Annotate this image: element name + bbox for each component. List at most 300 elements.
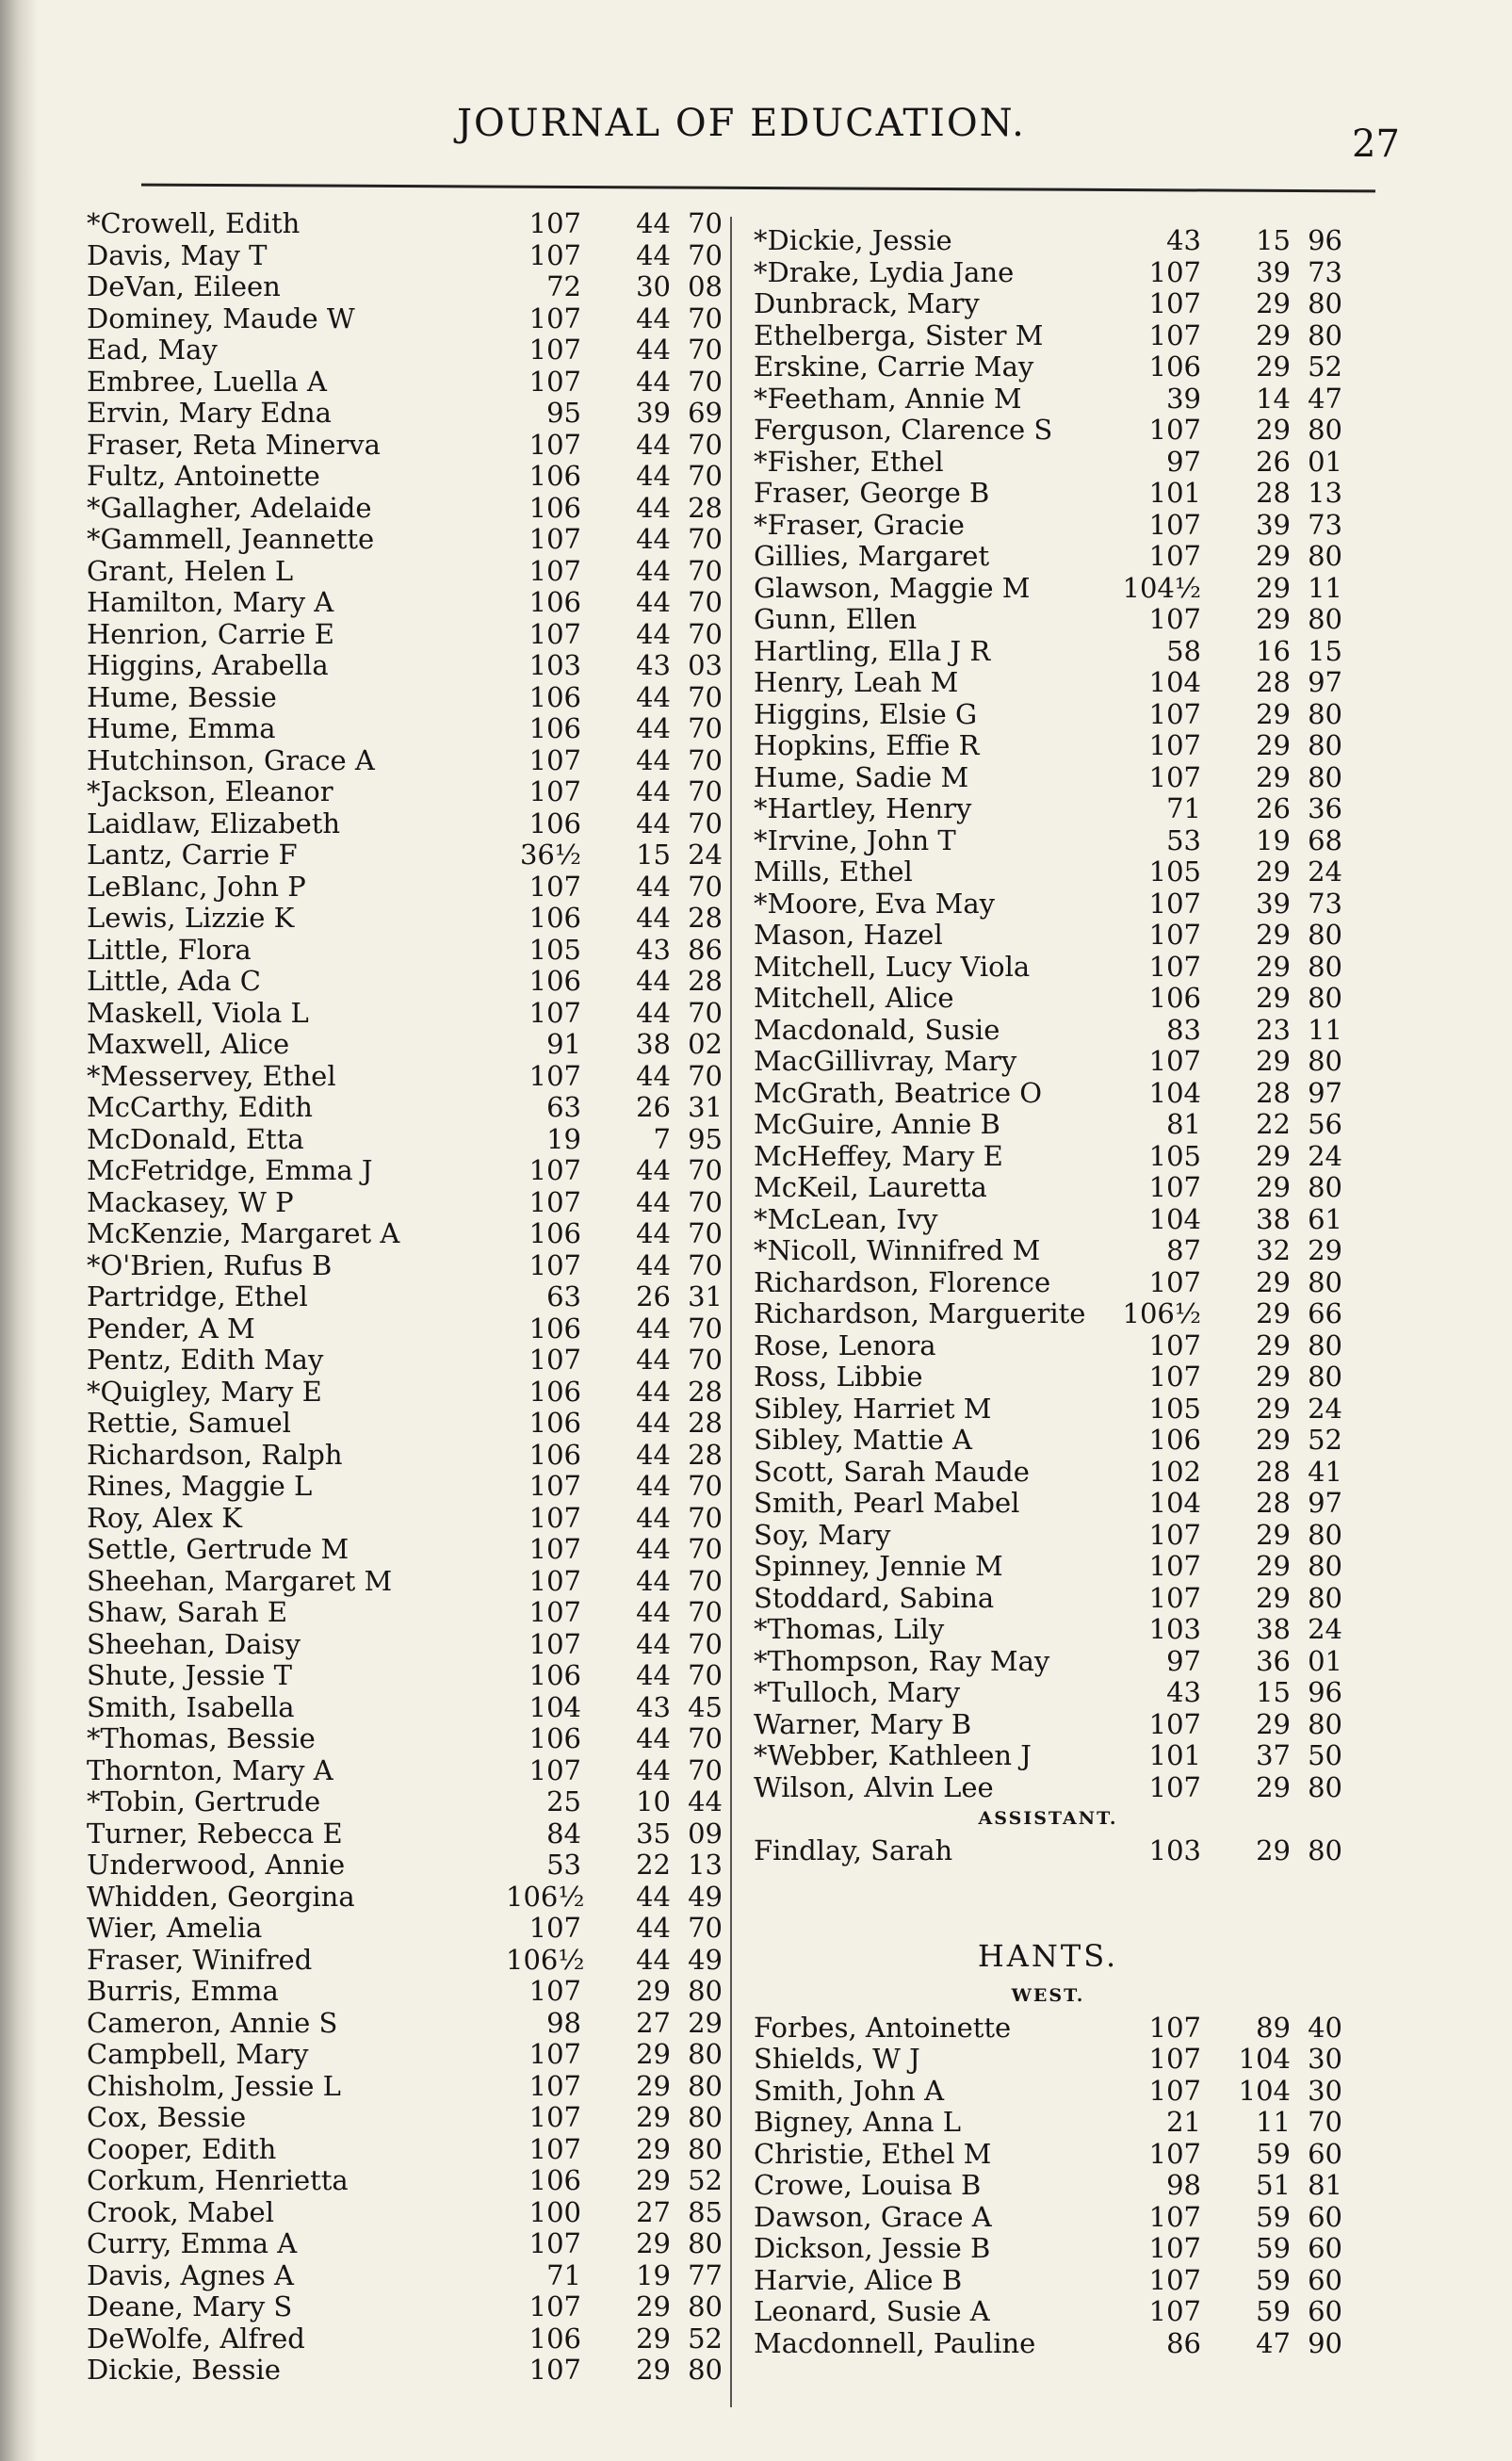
entry-cents: 66 — [1308, 1297, 1342, 1329]
entry-days: 53 — [546, 1849, 581, 1881]
entry-cents: 80 — [1308, 1518, 1342, 1551]
entry-cents: 70 — [688, 1059, 723, 1092]
entry-amount: 44 — [636, 1470, 671, 1502]
entry-cents: 60 — [1308, 2263, 1342, 2296]
entry-days: 53 — [1166, 823, 1201, 856]
entry-cents: 30 — [1308, 2074, 1342, 2107]
entry-cents: 97 — [1308, 666, 1342, 698]
table-row — [754, 951, 1342, 983]
entry-name: Partridge, Ethel — [87, 1280, 308, 1312]
entry-days: 107 — [1148, 255, 1201, 288]
entry-cents: 80 — [688, 1975, 723, 2007]
entry-cents: 80 — [1308, 414, 1342, 446]
entry-cents: 70 — [688, 1501, 723, 1534]
entry-name: Spinney, Jennie M — [754, 1550, 1003, 1582]
entry-cents: 40 — [1308, 2011, 1342, 2044]
table-row — [754, 509, 1342, 541]
entry-amount: 28 — [1256, 477, 1291, 509]
entry-days: 107 — [1148, 414, 1201, 446]
entry-cents: 95 — [688, 1122, 723, 1155]
entry-name: Smith, Isabella — [87, 1690, 295, 1723]
entry-amount: 59 — [1256, 2295, 1291, 2327]
entry-cents: 80 — [688, 2290, 723, 2322]
entry-days: 107 — [528, 554, 581, 587]
entry-cents: 52 — [1308, 1424, 1342, 1456]
page-number: 27 — [1352, 122, 1400, 166]
table-row — [754, 540, 1342, 572]
entry-name: Rose, Lenora — [754, 1328, 936, 1361]
entry-name: *Nicoll, Winnifred M — [754, 1234, 1041, 1266]
entry-name: Higgins, Elsie G — [754, 697, 978, 730]
entry-cents: 80 — [1308, 1328, 1342, 1361]
entry-name: Fultz, Antoinette — [87, 460, 320, 492]
entry-name: Crowe, Louisa B — [754, 2169, 982, 2201]
entry-amount: 35 — [636, 1817, 671, 1850]
entry-name: Wier, Amelia — [87, 1912, 263, 1944]
table-row — [87, 1533, 723, 1565]
entry-name: Gunn, Ellen — [754, 603, 918, 635]
table-row — [87, 2070, 723, 2102]
entry-name: Ferguson, Clarence S — [754, 414, 1053, 446]
table-row — [87, 1249, 723, 1281]
entry-amount: 28 — [1256, 1487, 1291, 1519]
entry-cents: 70 — [688, 207, 723, 239]
entry-cents: 70 — [688, 523, 723, 555]
entry-cents: 80 — [1308, 1171, 1342, 1203]
entry-name: McKeil, Lauretta — [754, 1171, 987, 1203]
table-row — [87, 2227, 723, 2259]
left-column-list — [87, 207, 723, 2386]
table-row — [87, 1060, 723, 1092]
entry-days: 95 — [546, 397, 581, 429]
table-row — [754, 2232, 1342, 2264]
entry-name: Lewis, Lizzie K — [87, 902, 295, 934]
entry-days: 106 — [528, 1217, 581, 1249]
entry-days: 107 — [528, 207, 581, 239]
entry-name: *Fraser, Gracie — [754, 508, 965, 541]
entry-days: 107 — [1148, 1328, 1201, 1361]
entry-amount: 39 — [1256, 887, 1291, 920]
table-row — [754, 1771, 1342, 1803]
entry-name: McCarthy, Edith — [87, 1091, 313, 1123]
entry-amount: 44 — [636, 775, 671, 807]
table-row — [87, 839, 723, 871]
entry-name: Cameron, Annie S — [87, 2006, 338, 2039]
entry-cents: 86 — [688, 933, 723, 966]
entry-days: 63 — [546, 1280, 581, 1312]
table-row — [754, 1171, 1342, 1203]
entry-days: 107 — [1148, 540, 1201, 572]
entry-days: 103 — [1148, 1834, 1201, 1866]
table-row — [754, 1077, 1342, 1109]
table-row — [87, 2133, 723, 2165]
entry-name: *Tobin, Gertrude — [87, 1785, 321, 1817]
entry-amount: 29 — [1256, 287, 1291, 319]
entry-days: 104½ — [1122, 571, 1201, 604]
entry-days: 107 — [528, 1154, 581, 1186]
entry-cents: 96 — [1308, 224, 1342, 256]
entry-days: 107 — [528, 1912, 581, 1944]
entry-days: 103 — [1148, 1613, 1201, 1645]
entry-amount: 29 — [1256, 919, 1291, 951]
entry-amount: 44 — [636, 1407, 671, 1439]
entry-name: Underwood, Annie — [87, 1849, 346, 1881]
entry-cents: 52 — [688, 2322, 723, 2355]
entry-amount: 39 — [1256, 255, 1291, 288]
entry-days: 106 — [528, 712, 581, 744]
entry-amount: 29 — [1256, 729, 1291, 761]
entry-days: 106 — [1148, 982, 1201, 1014]
entry-amount: 29 — [1256, 571, 1291, 604]
table-row — [87, 1754, 723, 1786]
table-row — [754, 603, 1342, 635]
entry-name: Rettie, Samuel — [87, 1407, 291, 1439]
entry-cents: 61 — [1308, 1202, 1342, 1235]
entry-cents: 70 — [688, 1312, 723, 1345]
entry-amount: 22 — [636, 1849, 671, 1881]
table-row — [754, 1834, 1342, 1866]
entry-days: 71 — [546, 2258, 581, 2291]
entry-amount: 44 — [636, 302, 671, 334]
entry-name: Erskine, Carrie May — [754, 350, 1034, 383]
table-row — [754, 1393, 1342, 1425]
table-row — [87, 1280, 723, 1312]
table-row — [754, 1329, 1342, 1361]
entry-cents: 70 — [688, 428, 723, 461]
entry-amount: 29 — [636, 1975, 671, 2007]
entry-days: 21 — [1166, 2106, 1201, 2138]
entry-name: Roy, Alex K — [87, 1501, 242, 1534]
entry-name: *McLean, Ivy — [754, 1202, 938, 1235]
entry-days: 107 — [1148, 887, 1201, 920]
entry-amount: 28 — [1256, 1455, 1291, 1488]
entry-amount: 16 — [1256, 634, 1291, 667]
entry-amount: 44 — [636, 1722, 671, 1754]
table-row — [87, 2164, 723, 2196]
entry-cents: 80 — [1308, 1834, 1342, 1866]
table-row — [87, 429, 723, 461]
entry-amount: 37 — [1256, 1739, 1291, 1771]
entry-amount: 29 — [1256, 982, 1291, 1014]
entry-amount: 44 — [636, 712, 671, 744]
entry-days: 107 — [528, 617, 581, 650]
entry-cents: 96 — [1308, 1676, 1342, 1708]
table-row — [87, 523, 723, 555]
entry-days: 107 — [528, 870, 581, 903]
entry-cents: 70 — [688, 1248, 723, 1281]
entry-days: 107 — [528, 334, 581, 366]
entry-amount: 39 — [636, 397, 671, 429]
entry-days: 107 — [528, 996, 581, 1029]
entry-amount: 32 — [1256, 1234, 1291, 1266]
entry-cents: 49 — [688, 1880, 723, 1913]
table-row — [87, 1944, 723, 1976]
entry-amount: 43 — [636, 649, 671, 681]
entry-cents: 70 — [688, 1564, 723, 1597]
table-row — [754, 824, 1342, 856]
entry-cents: 70 — [688, 1912, 723, 1944]
assistant-list — [754, 1834, 1342, 1866]
entry-days: 107 — [528, 1501, 581, 1534]
entry-name: Dominey, Maude W — [87, 302, 355, 334]
entry-days: 107 — [528, 1627, 581, 1660]
entry-days: 107 — [528, 1470, 581, 1502]
entry-cents: 24 — [1308, 1613, 1342, 1645]
entry-amount: 44 — [636, 1501, 671, 1534]
page-title: JOURNAL OF EDUCATION. — [457, 102, 1026, 145]
table-row — [754, 2138, 1342, 2170]
entry-amount: 30 — [636, 270, 671, 302]
table-row — [87, 744, 723, 776]
entry-name: Glawson, Maggie M — [754, 571, 1031, 604]
table-row — [754, 1456, 1342, 1488]
table-row — [87, 1407, 723, 1439]
entry-amount: 29 — [1256, 1550, 1291, 1582]
entry-amount: 29 — [1256, 1171, 1291, 1203]
entry-name: LeBlanc, John P — [87, 870, 306, 903]
entry-amount: 29 — [1256, 414, 1291, 446]
entry-days: 25 — [546, 1785, 581, 1817]
table-row — [87, 1659, 723, 1691]
entry-cents: 52 — [1308, 350, 1342, 383]
entry-days: 107 — [1148, 2232, 1201, 2264]
entry-name: Forbes, Antoinette — [754, 2011, 1012, 2044]
entry-cents: 28 — [688, 1438, 723, 1471]
entry-name: Mills, Ethel — [754, 856, 913, 888]
entry-cents: 70 — [688, 554, 723, 587]
entry-days: 107 — [528, 523, 581, 555]
entry-days: 107 — [528, 365, 581, 398]
entry-days: 107 — [528, 1185, 581, 1218]
entry-amount: 44 — [636, 1943, 671, 1976]
entry-cents: 36 — [1308, 792, 1342, 824]
entry-name: Pentz, Edith May — [87, 1344, 324, 1376]
entry-cents: 70 — [688, 1344, 723, 1376]
entry-cents: 11 — [1308, 1013, 1342, 1046]
entry-name: Little, Flora — [87, 933, 252, 966]
entry-days: 106 — [528, 1722, 581, 1754]
entry-cents: 80 — [688, 2132, 723, 2165]
entry-amount: 27 — [636, 2006, 671, 2039]
entry-name: Rines, Maggie L — [87, 1470, 313, 1502]
table-row — [87, 1596, 723, 1628]
table-row — [754, 635, 1342, 667]
table-row — [87, 366, 723, 398]
west-subheading: WEST. — [1011, 1984, 1085, 2006]
entry-cents: 80 — [1308, 1265, 1342, 1298]
table-row — [87, 334, 723, 366]
entry-amount: 89 — [1256, 2011, 1291, 2044]
table-row — [87, 1565, 723, 1597]
entry-name: Henrion, Carrie E — [87, 617, 334, 650]
entry-name: *Feetham, Annie M — [754, 382, 1022, 415]
entry-cents: 80 — [1308, 1361, 1342, 1393]
entry-name: Laidlaw, Elizabeth — [87, 807, 341, 839]
entry-amount: 44 — [636, 1248, 671, 1281]
entry-name: McGuire, Annie B — [754, 1108, 1000, 1140]
entry-name: *Thomas, Lily — [754, 1613, 945, 1645]
entry-cents: 69 — [688, 397, 723, 429]
entry-name: Mitchell, Alice — [754, 982, 954, 1014]
entry-days: 87 — [1166, 1234, 1201, 1266]
entry-amount: 44 — [636, 1059, 671, 1092]
table-row — [754, 287, 1342, 319]
entry-days: 97 — [1166, 1644, 1201, 1677]
entry-days: 106 — [528, 586, 581, 618]
entry-name: Little, Ada C — [87, 965, 261, 997]
right-column — [754, 224, 1342, 2358]
table-row — [87, 1470, 723, 1502]
entry-name: Settle, Gertrude M — [87, 1533, 350, 1565]
entry-cents: 56 — [1308, 1108, 1342, 1140]
entry-name: Crook, Mabel — [87, 2195, 274, 2228]
entry-days: 63 — [546, 1091, 581, 1123]
table-row — [87, 586, 723, 618]
table-row — [87, 397, 723, 429]
table-row — [87, 1376, 723, 1408]
entry-amount: 29 — [1256, 1424, 1291, 1456]
entry-amount: 26 — [1256, 445, 1291, 478]
entry-name: Soy, Mary — [754, 1518, 891, 1551]
entry-cents: 70 — [688, 712, 723, 744]
entry-amount: 44 — [636, 491, 671, 524]
entry-name: *Webber, Kathleen J — [754, 1739, 1032, 1771]
table-row — [754, 761, 1342, 793]
table-row — [754, 1266, 1342, 1298]
table-row — [87, 2196, 723, 2228]
entry-cents: 70 — [688, 870, 723, 903]
entry-cents: 13 — [1308, 477, 1342, 509]
table-row — [754, 1739, 1342, 1771]
entry-days: 106 — [528, 1375, 581, 1408]
entry-days: 107 — [528, 775, 581, 807]
entry-cents: 80 — [1308, 1045, 1342, 1077]
entry-amount: 44 — [636, 1659, 671, 1691]
entry-name: Deane, Mary S — [87, 2290, 293, 2322]
entry-amount: 26 — [636, 1280, 671, 1312]
entry-cents: 70 — [688, 1753, 723, 1786]
entry-days: 106 — [528, 1659, 581, 1691]
entry-name: Ervin, Mary Edna — [87, 397, 332, 429]
entry-amount: 44 — [636, 238, 671, 271]
table-row — [87, 1154, 723, 1186]
entry-days: 106 — [528, 460, 581, 492]
hants-heading: HANTS. — [977, 1937, 1119, 1974]
table-row — [87, 2101, 723, 2133]
entry-name: Christie, Ethel M — [754, 2137, 992, 2170]
entry-amount: 44 — [636, 1627, 671, 1660]
table-row — [754, 477, 1342, 509]
entry-name: Dickie, Bessie — [87, 2354, 281, 2386]
entry-amount: 27 — [636, 2195, 671, 2228]
entry-amount: 22 — [1256, 1108, 1291, 1140]
table-row — [754, 1582, 1342, 1614]
entry-days: 107 — [1148, 2074, 1201, 2107]
entry-amount: 10 — [636, 1785, 671, 1817]
entry-name: Grant, Helen L — [87, 554, 294, 587]
entry-days: 107 — [528, 1248, 581, 1281]
entry-days: 100 — [528, 2195, 581, 2228]
table-row — [754, 1424, 1342, 1456]
entry-name: Scott, Sarah Maude — [754, 1455, 1030, 1488]
entry-cents: 70 — [688, 743, 723, 776]
assistant-heading: ASSISTANT. — [978, 1808, 1118, 1829]
entry-cents: 70 — [688, 460, 723, 492]
entry-cents: 80 — [1308, 760, 1342, 793]
entry-amount: 44 — [636, 902, 671, 934]
entry-cents: 31 — [688, 1280, 723, 1312]
entry-cents: 52 — [688, 2164, 723, 2196]
entry-days: 107 — [1148, 2263, 1201, 2296]
entry-name: Macdonald, Susie — [754, 1013, 1000, 1046]
entry-name: Ross, Libbie — [754, 1361, 923, 1393]
entry-amount: 29 — [1256, 1139, 1291, 1172]
entry-name: *Tulloch, Mary — [754, 1676, 961, 1708]
entry-amount: 44 — [636, 1344, 671, 1376]
entry-name: Richardson, Ralph — [87, 1438, 343, 1471]
entry-cents: 68 — [1308, 823, 1342, 856]
entry-days: 106 — [528, 680, 581, 713]
table-row — [754, 350, 1342, 383]
entry-days: 104 — [1148, 1487, 1201, 1519]
entry-cents: 97 — [1308, 1487, 1342, 1519]
entry-amount: 19 — [636, 2258, 671, 2291]
entry-cents: 70 — [688, 1596, 723, 1628]
entry-days: 107 — [1148, 1550, 1201, 1582]
right-column-list — [754, 224, 1342, 1802]
entry-amount: 11 — [1256, 2106, 1291, 2138]
entry-days: 104 — [1148, 1202, 1201, 1235]
entry-amount: 29 — [1256, 1770, 1291, 1803]
entry-cents: 80 — [1308, 982, 1342, 1014]
entry-name: Dunbrack, Mary — [754, 287, 980, 319]
entry-name: Warner, Mary B — [754, 1707, 972, 1740]
table-row — [87, 2259, 723, 2291]
table-row — [754, 383, 1342, 415]
entry-name: Harvie, Alice B — [754, 2263, 963, 2296]
table-row — [754, 224, 1342, 256]
table-row — [754, 256, 1342, 288]
entry-days: 105 — [1148, 1139, 1201, 1172]
entry-days: 107 — [1148, 950, 1201, 983]
entry-days: 19 — [546, 1122, 581, 1155]
entry-cents: 70 — [688, 1185, 723, 1218]
table-row — [87, 2007, 723, 2039]
entry-days: 104 — [1148, 1076, 1201, 1109]
entry-cents: 70 — [688, 617, 723, 650]
table-row — [754, 572, 1342, 604]
entry-days: 107 — [528, 2069, 581, 2102]
entry-amount: 51 — [1256, 2169, 1291, 2201]
entry-days: 107 — [528, 302, 581, 334]
entry-days: 106 — [1148, 350, 1201, 383]
entry-days: 107 — [1148, 1045, 1201, 1077]
entry-amount: 29 — [1256, 603, 1291, 635]
entry-name: Sheehan, Daisy — [87, 1627, 301, 1660]
entry-days: 58 — [1166, 634, 1201, 667]
entry-amount: 26 — [636, 1091, 671, 1123]
entry-cents: 80 — [688, 2069, 723, 2102]
entry-name: Wilson, Alvin Lee — [754, 1770, 994, 1803]
entry-days: 36½ — [519, 839, 581, 871]
entry-amount: 29 — [1256, 1045, 1291, 1077]
entry-cents: 80 — [1308, 1550, 1342, 1582]
entry-name: Richardson, Marguerite — [754, 1297, 1086, 1329]
entry-days: 107 — [1148, 508, 1201, 541]
entry-cents: 70 — [688, 365, 723, 398]
entry-days: 107 — [528, 2290, 581, 2322]
entry-name: Shaw, Sarah E — [87, 1596, 288, 1628]
